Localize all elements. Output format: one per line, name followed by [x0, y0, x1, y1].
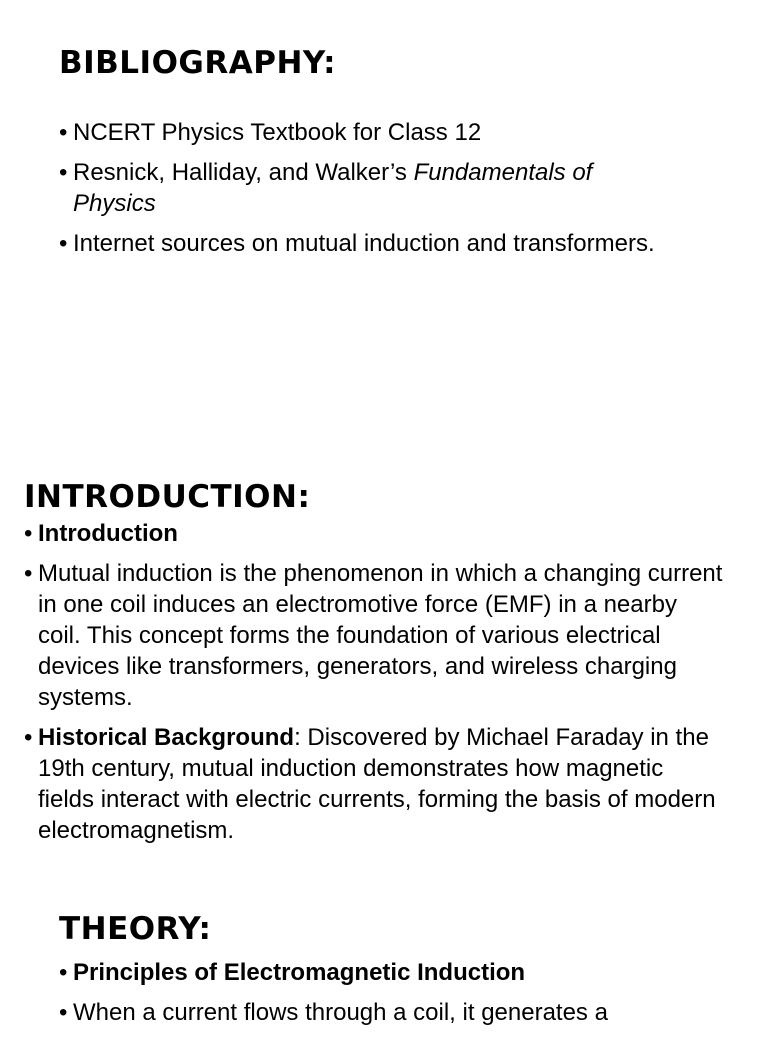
theory-subheading: Principles of Electromagnetic Induction	[73, 959, 526, 986]
historical-background-text: : Discovered by Michael Faraday in the 19th century, mutual induction demonstrates how magnetic fields interact with electric currents, forming the basis of modern electromagnetism.	[38, 724, 716, 844]
introduction-subheading: Introduction	[38, 520, 178, 547]
historical-background-label: Historical Background	[38, 724, 295, 751]
bullet-icon: •	[59, 999, 68, 1026]
bullet-icon: •	[59, 159, 68, 186]
theory-heading: THEORY:	[59, 911, 212, 947]
list-item	[24, 518, 724, 549]
list-item	[59, 957, 739, 988]
bibliography-heading: BIBLIOGRAPHY:	[59, 45, 337, 81]
bullet-icon: •	[24, 724, 33, 751]
theory-list	[59, 957, 739, 1037]
list-item	[59, 117, 679, 148]
bibliography-list	[59, 117, 679, 268]
bullet-icon: •	[59, 119, 68, 146]
introduction-heading: INTRODUCTION:	[24, 479, 311, 515]
list-item	[59, 997, 739, 1028]
introduction-list	[24, 518, 724, 855]
bibliography-item-book-title: Fundamentals of Physics	[73, 159, 593, 217]
bullet-icon: •	[24, 520, 33, 547]
list-item	[59, 157, 679, 219]
bullet-icon: •	[59, 959, 68, 986]
bibliography-item-text: Internet sources on mutual induction and transformers.	[73, 230, 655, 257]
theory-paragraph: When a current flows through a coil, it generates a	[73, 999, 608, 1026]
bibliography-item-authors: Resnick, Halliday, and Walker’s	[73, 159, 414, 186]
bullet-icon: •	[24, 560, 33, 587]
list-item	[59, 228, 679, 259]
list-item	[24, 558, 724, 713]
introduction-paragraph: Mutual induction is the phenomenon in which a changing current in one coil induces an electromotive force (EMF) in a nearby coil. This concept forms the foundation of various electrical devices like transformers, generators, and wireless charging systems.	[38, 560, 723, 711]
bibliography-item-text: NCERT Physics Textbook for Class 12	[73, 119, 482, 146]
list-item	[24, 722, 724, 846]
bullet-icon: •	[59, 230, 68, 257]
